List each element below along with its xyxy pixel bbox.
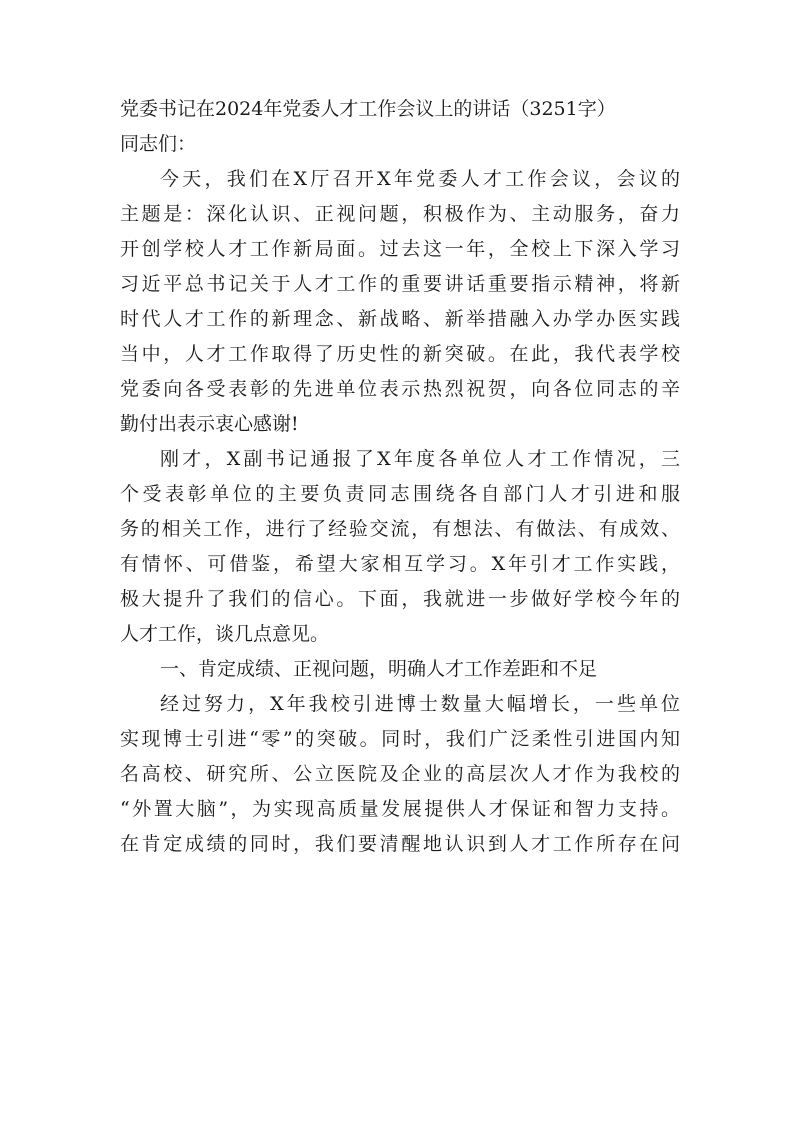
paragraph-line: 人才工作，谈几点意见。 bbox=[120, 623, 330, 645]
paragraph-report bbox=[120, 442, 680, 652]
paragraph-line: 刚才，X副书记通报了X年度各单位人才工作情况，三 bbox=[160, 448, 680, 470]
paragraph-line: 时代人才工作的新理念、新战略、新举措融入办学办医实践 bbox=[120, 308, 680, 330]
salutation: 同志们： bbox=[120, 133, 197, 155]
paragraph-line: “外置大脑”，为实现高质量发展提供人才保证和智力支持。 bbox=[120, 798, 680, 820]
paragraph-line: 实现博士引进“零”的突破。同时，我们广泛柔性引进国内知 bbox=[120, 728, 680, 750]
document-page bbox=[120, 92, 680, 862]
paragraph-line: 主题是：深化认识、正视问题，积极作为、主动服务，奋力 bbox=[120, 203, 680, 225]
paragraph-opening bbox=[120, 162, 680, 442]
document-title: 党委书记在2024年党委人才工作会议上的讲话（3251字） bbox=[120, 98, 616, 120]
paragraph-line: 习近平总书记关于人才工作的重要讲话重要指示精神，将新 bbox=[120, 273, 680, 295]
paragraph-line: 今天，我们在X厅召开X年党委人才工作会议，会议的 bbox=[160, 168, 680, 190]
paragraph-line: 开创学校人才工作新局面。过去这一年，全校上下深入学习 bbox=[120, 238, 680, 260]
paragraph-line: 当中，人才工作取得了历史性的新突破。在此，我代表学校 bbox=[120, 343, 680, 365]
paragraph-line: 务的相关工作，进行了经验交流，有想法、有做法、有成效、 bbox=[120, 518, 680, 540]
paragraph-line: 勤付出表示衷心感谢! bbox=[120, 413, 299, 435]
paragraph-line: 党委向各受表彰的先进单位表示热烈祝贺，向各位同志的辛 bbox=[120, 378, 680, 400]
paragraph-achievements bbox=[120, 687, 680, 862]
paragraph-line: 名高校、研究所、公立医院及企业的高层次人才作为我校的 bbox=[120, 763, 680, 785]
section-heading bbox=[120, 652, 680, 687]
paragraph-line: 经过努力，X年我校引进博士数量大幅增长，一些单位 bbox=[160, 693, 680, 715]
section-heading-text: 一、肯定成绩、正视问题，明确人才工作差距和不足 bbox=[160, 658, 598, 680]
paragraph-line: 极大提升了我们的信心。下面，我就进一步做好学校今年的 bbox=[120, 588, 680, 610]
paragraph-line: 在肯定成绩的同时，我们要清醒地认识到人才工作所存在问 bbox=[120, 833, 680, 855]
paragraph-line: 个受表彰单位的主要负责同志围绕各自部门人才引进和服 bbox=[120, 483, 680, 505]
paragraph-line: 有情怀、可借鉴，希望大家相互学习。X年引才工作实践， bbox=[120, 553, 680, 575]
